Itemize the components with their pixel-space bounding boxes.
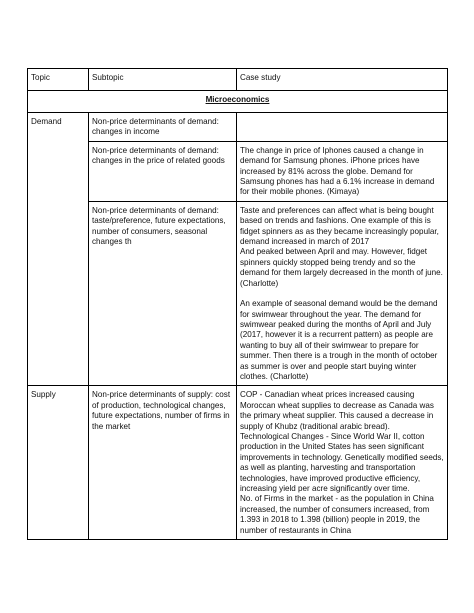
section-row — [28, 91, 448, 113]
case-study-table — [27, 68, 448, 540]
topic-demand: Demand — [28, 113, 89, 386]
case-study-cell — [237, 113, 448, 142]
case-study-paragraph: Taste and preferences can affect what is being bought based on trends and fashions. One example of this is fidget spinners as as they became increasingly popular, demand increased in march of 2017 — [240, 205, 442, 247]
table-row — [28, 201, 448, 386]
paragraph-spacer — [240, 289, 444, 299]
case-study-cell: The change in price of Iphones caused a change in demand for Samsung phones. iPhone prices have increased by 81% across the globe. Demand for Samsung phones has had a 6.1% increase in demand for their mobile phones. (Kimaya) — [237, 141, 448, 201]
subtopic-cell: Non-price determinants of demand: taste/preference, future expectations, number of consumers, seasonal changes th — [89, 201, 237, 386]
subtopic-cell: Non-price determinants of demand: changes in the price of related goods — [89, 141, 237, 201]
subtopic-cell: Non-price determinants of demand: changes in income — [89, 113, 237, 142]
header-case-study: Case study — [237, 69, 448, 91]
subtopic-cell: Non-price determinants of supply: cost of production, technological changes, future expectations, number of firms in the market — [89, 386, 237, 540]
header-topic: Topic — [28, 69, 89, 91]
case-study-cell — [237, 386, 448, 540]
case-study-paragraph: No. of Firms in the market - as the population in China increased, the number of consumers increased, from 1.393 in 2018 to 1.398 (billion) people in 2019, the number of restaurants in China — [240, 494, 437, 535]
section-title: Microeconomics — [28, 91, 448, 113]
table-row — [28, 386, 448, 540]
topic-supply: Supply — [28, 386, 89, 540]
case-study-paragraph: COP - Canadian wheat prices increased causing Moroccan wheat supplies to decrease as Canada was the primary wheat supplier. This caused a decrease in supply of Khubz (traditional arabic bread). — [240, 390, 437, 431]
case-study-paragraph: And peaked between April and may. However, fidget spinners quickly stopped being trendy and so the demand for them largely decreased in the month of june. — [240, 247, 443, 278]
header-subtopic: Subtopic — [89, 69, 237, 91]
case-study-paragraph: (Charlotte) — [240, 278, 279, 288]
table-row — [28, 141, 448, 201]
table-header-row — [28, 69, 448, 91]
case-study-paragraph: Technological Changes - Since World War II, cotton production in the United States has seen significant improvements in technology. Genetically modified seeds, as well as planting, harvesting and transportation technologies, have improved productive efficiency, increasing yield per acre significantly over time. — [240, 431, 446, 493]
case-study-cell — [237, 201, 448, 386]
case-study-paragraph: An example of seasonal demand would be the demand for swimwear throughout the year. The demand for swimwear peaked during the months of April and July (2017, however it is a recurrent pattern) as people are wanting to buy all of their swimwear to prepare for summer. Then there is a trough in the month of october as summer is over and people start buying winter clothes. (Charlotte) — [240, 299, 440, 381]
table-row — [28, 113, 448, 142]
